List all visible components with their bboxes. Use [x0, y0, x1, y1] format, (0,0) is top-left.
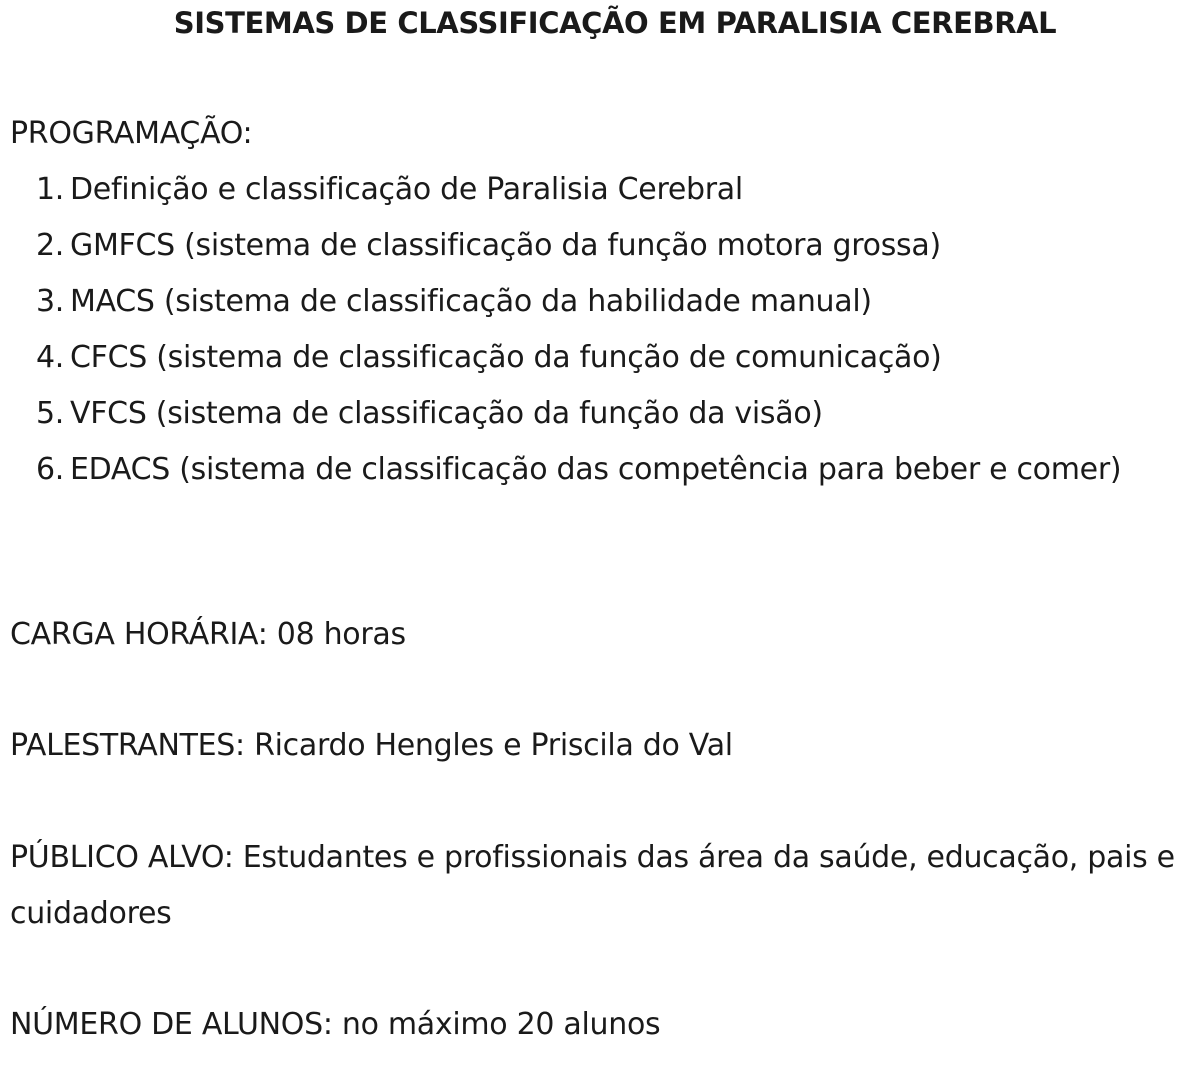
list-item-text: CFCS (sistema de classificação da função de comunicação) — [70, 340, 942, 375]
list-item — [0, 218, 1130, 274]
publico-alvo — [10, 830, 1200, 942]
publico-alvo-label: PÚBLICO ALVO: — [10, 840, 243, 875]
list-item — [0, 162, 1130, 218]
list-item-number: 4. — [36, 340, 65, 375]
list-item-number: 6. — [36, 452, 65, 487]
numero-alunos-label: NÚMERO DE ALUNOS: — [10, 1007, 342, 1042]
list-item-text: EDACS (sistema de classificação das competência para beber e comer) — [70, 452, 1122, 487]
list-item-number: 2. — [36, 228, 65, 263]
numero-alunos — [10, 997, 660, 1053]
palestrantes-label: PALESTRANTES: — [10, 728, 255, 763]
carga-horaria-label: CARGA HORÁRIA: — [10, 617, 277, 652]
list-item-text: GMFCS (sistema de classificação da função motora grossa) — [70, 228, 941, 263]
list-item-text: Definição e classificação de Paralisia Cerebral — [70, 172, 743, 207]
list-item-number: 3. — [36, 284, 65, 319]
palestrantes — [10, 718, 733, 774]
publico-alvo-value: Estudantes e profissionais das área da saúde, educação, pais e cuidadores — [10, 840, 1175, 931]
programacao-list — [0, 162, 1130, 498]
carga-horaria — [10, 607, 406, 663]
list-item-number: 5. — [36, 396, 65, 431]
palestrantes-value: Ricardo Hengles e Priscila do Val — [254, 728, 733, 763]
list-item — [0, 330, 1130, 386]
numero-alunos-value: no máximo 20 alunos — [341, 1007, 661, 1042]
list-item-number: 1. — [36, 172, 65, 207]
list-item — [0, 442, 1130, 498]
list-item-text: MACS (sistema de classificação da habilidade manual) — [70, 284, 872, 319]
list-item-text: VFCS (sistema de classificação da função da visão) — [70, 396, 823, 431]
document-title: SISTEMAS DE CLASSIFICAÇÃO EM PARALISIA CEREBRAL — [173, 6, 1057, 40]
list-item — [0, 386, 1130, 442]
programacao-label: PROGRAMAÇÃO: — [10, 116, 253, 151]
carga-horaria-value: 08 horas — [276, 617, 406, 652]
list-item — [0, 274, 1130, 330]
